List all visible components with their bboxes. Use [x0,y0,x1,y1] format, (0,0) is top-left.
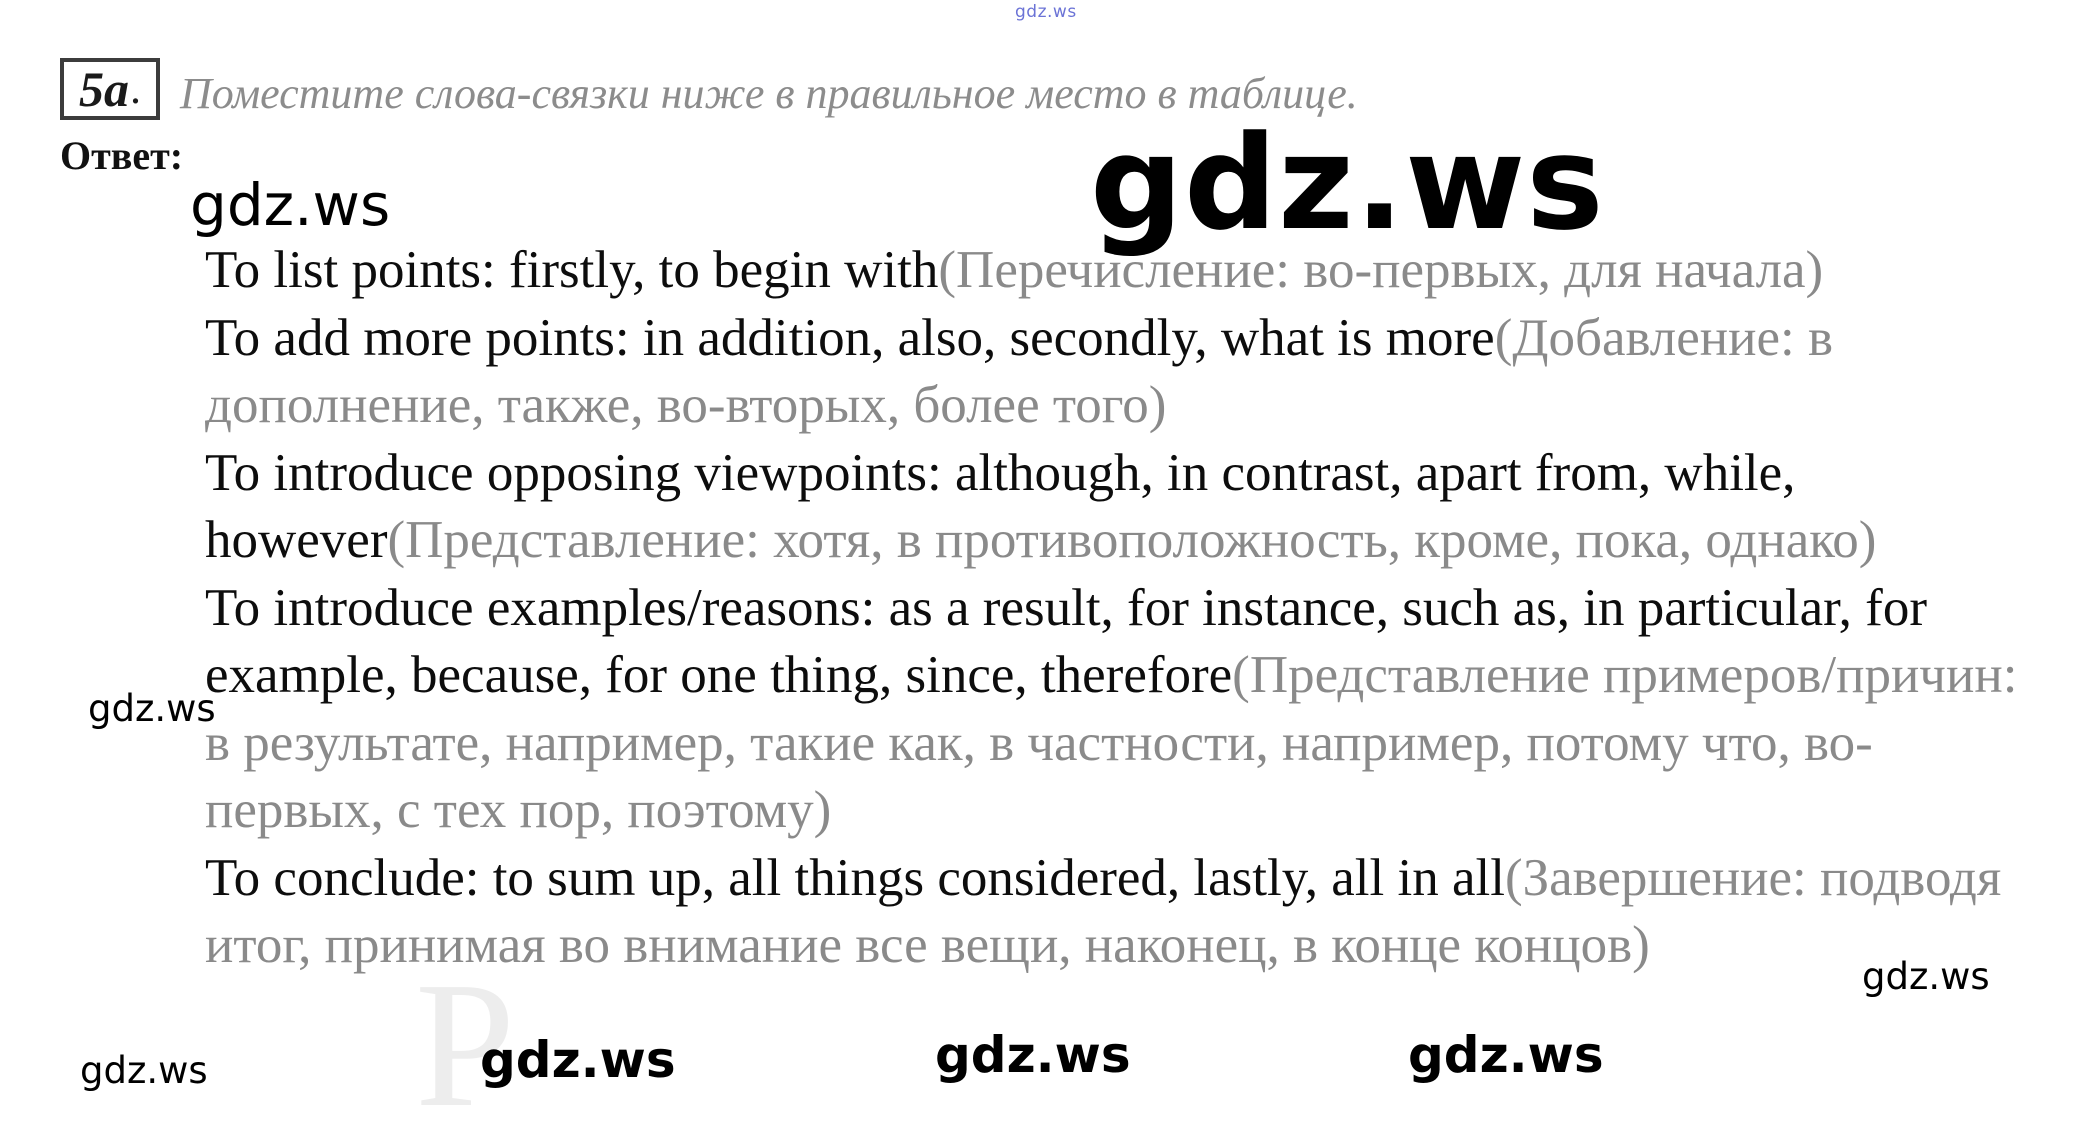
item-english: To introduce examples/reasons: as a result, for instance, such as, in particular, for example, because, for one thing, since, therefore [205,578,1927,704]
item-russian: (Добавление: в дополнение, также, во-вторых, более того) [205,308,1834,434]
answer-item-add-points [205,305,2025,440]
watermark-bottom-3: gdz.ws [1408,1026,1604,1084]
item-russian: (Представление примеров/причин: в результате, например, такие как, в частности, например, потому что, во-первых, с тех пор, поэтому) [205,646,2018,839]
answer-item-opposing-viewpoints [205,440,2025,575]
answer-item-examples-reasons [205,575,2025,845]
watermark-large: gdz.ws [1090,107,1605,259]
item-english: To list points: firstly, to begin with [205,241,939,299]
task-instruction: Поместите слова-связки ниже в правильное место в таблице. [180,69,1358,118]
item-english: To introduce opposing viewpoints: although, in contrast, apart from, while, however [205,443,1796,569]
item-english: To conclude: to sum up, all things considered, lastly, all in all [205,848,1505,907]
item-russian: (Перечисление: во-первых, для начала) [938,241,1824,299]
watermark-bottom-1: gdz.ws [480,1031,676,1089]
watermark-medium: gdz.ws [190,171,391,239]
watermark-bottom-2: gdz.ws [935,1026,1131,1084]
top-watermark: gdz.ws [1015,2,1077,22]
watermark-small-right: gdz.ws [1862,955,1990,998]
answer-item-conclude [205,845,2025,980]
item-russian: (Представление: хотя, в противоположность, кроме, пока, однако) [387,511,1877,569]
watermark-small-bottom-left: gdz.ws [80,1049,208,1092]
watermark-small-left: gdz.ws [88,687,216,730]
answer-text [205,237,2025,980]
exercise-number-badge [60,58,160,120]
answer-item-list-points [205,237,2025,305]
item-russian: (Завершение: подводя итог, принимая во внимание все вещи, наконец, в конце концов) [205,848,2002,974]
exercise-number: 5a [79,61,129,117]
exercise-dot: . [130,64,141,113]
ghost-watermark-letters: P [415,945,516,1144]
item-english: To add more points: in addition, also, secondly, what is more [205,308,1495,367]
answer-label: Ответ: [60,133,184,178]
